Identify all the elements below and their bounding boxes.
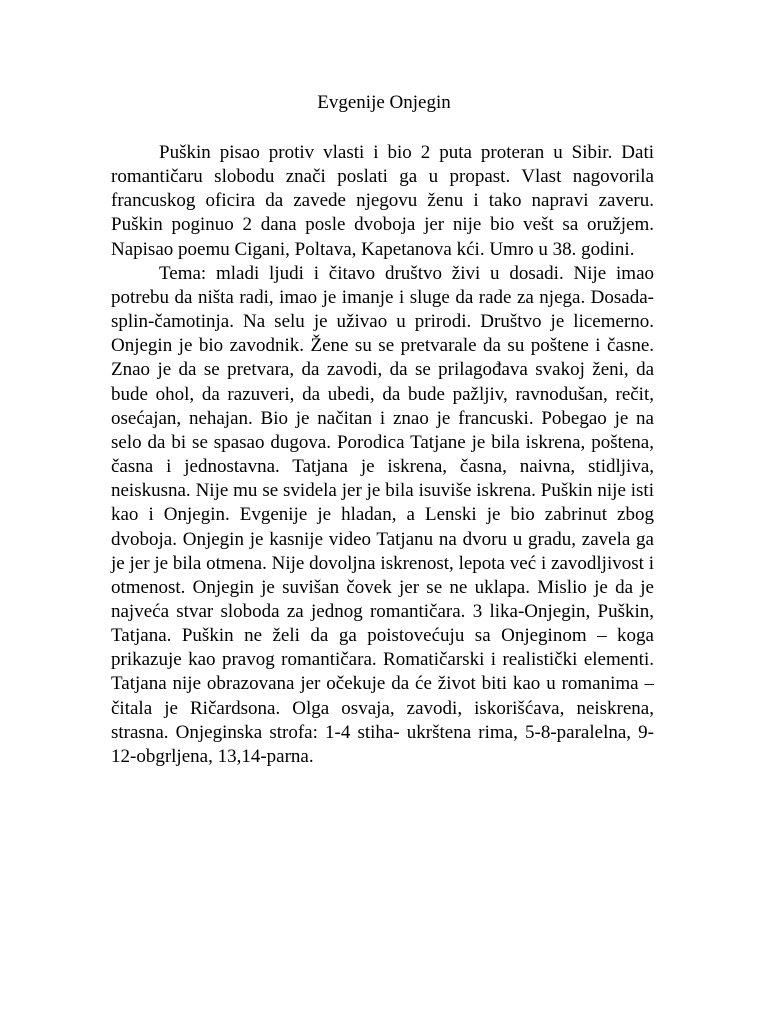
- paragraph-biography: Puškin pisao protiv vlasti i bio 2 puta proteran u Sibir. Dati romantičaru slobodu znači poslati ga u propast. Vlast nagovorila francuskog oficira da zavede njegovu ženu i tako napravi zaveru. Puškin poginuo 2 dana posle dvoboja jer nije bio vešt sa oružjem. Napisao poemu Cigani, Poltava, Kapetanova kći. Umro u 38. godini.: [111, 142, 654, 260]
- paragraph-theme: Tema: mladi ljudi i čitavo društvo živi u dosadi. Nije imao potrebu da ništa radi, imao je imanje i sluge da rade za njega. Dosada-splin-čamotinja. Na selu je uživao u prirodi. Društvo je licemerno. Onjegin je bio zavodnik. Žene su se pretvarale da su poštene i časne. Znao je da se pretvara, da zavodi, da se prilagođava svakoj ženi, da bude ohol, da razuveri, da ubedi, da bude pažljiv, ravnodušan, rečit, osećajan, nehajan. Bio je načitan i znao je francuski. Pobegao je na selo da bi se spasao dugova. Porodica Tatjane je bila iskrena, poštena, časna i jednostavna. Tatjana je iskrena, časna, naivna, stidljiva, neiskusna. Nije mu se svidela jer je bila isuviše iskrena. Puškin nije isti kao i Onjegin. Evgenije je hladan, a Lenski je bio zabrinut zbog dvoboja. Onjegin je kasnije video Tatjanu na dvoru u gradu, zavela ga je jer je bila otmena. Nije dovoljna iskrenost, lepota već i zavodljivost i otmenost. Onjegin je suvišan čovek jer se ne uklapa. Mislio je da je najveća stvar sloboda za jednog romantičara. 3 lika-Onjegin, Puškin, Tatjana. Puškin ne želi da ga poistovećuju sa Onjeginom – koga prikazuje kao pravog romantičara. Romatičarski i realistički elementi. Tatjana nije obrazovana jer očekuje da će život biti kao u romanima – čitala je Ričardsona. Olga osvaja, zavodi, iskorišćava, neiskrena, strasna. Onjeginska strofa: 1-4 stiha- ukrštena rima, 5-8-paralelna, 9-12-obgrljena, 13,14-parna.: [111, 262, 654, 767]
- document-title: Evgenije Onjegin: [317, 92, 451, 113]
- document-body: [111, 141, 654, 769]
